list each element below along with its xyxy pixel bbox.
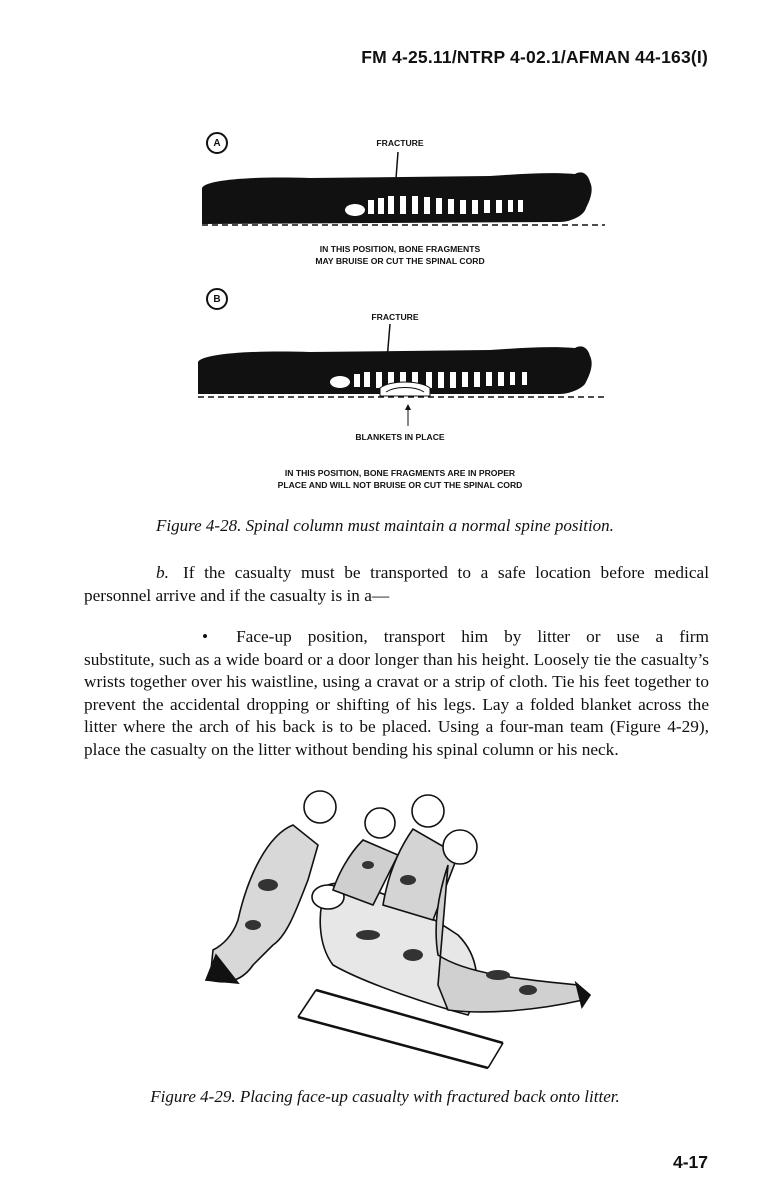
page-header: FM 4-25.11/NTRP 4-02.1/AFMAN 44-163(I) [361, 47, 708, 67]
figure-caption-4-29: Figure 4-29. Placing face-up casualty with fractured back onto litter. [150, 1087, 620, 1106]
note-b-line2: PLACE AND WILL NOT BRUISE OR CUT THE SPINAL CORD [277, 480, 523, 490]
paragraph-marker: b. [156, 563, 169, 582]
fracture-label-b: FRACTURE [371, 312, 419, 322]
spine-illustration-b [190, 322, 610, 432]
paragraph-b-text: If the casualty must be transported to a safe location before medical personnel arrive and if the casualty is in a— [84, 563, 709, 605]
page-number: 4-17 [672, 1152, 708, 1172]
fracture-label-a: FRACTURE [376, 138, 424, 148]
figure-label-b: B [206, 288, 228, 310]
spine-illustration-a [190, 150, 610, 232]
blankets-label: BLANKETS IN PLACE [355, 432, 445, 442]
bullet-lead-text: Face-up position, transport him by litter or use a firm [236, 627, 709, 646]
bullet-paragraph [84, 626, 709, 761]
note-a-line2: MAY BRUISE OR CUT THE SPINAL CORD [315, 256, 485, 266]
four-man-litter-team-illustration [198, 785, 594, 1070]
figure-caption-4-28: Figure 4-28. Spinal column must maintain a normal spine position. [156, 516, 614, 535]
note-b-line1: IN THIS POSITION, BONE FRAGMENTS ARE IN PROPER [284, 468, 516, 478]
bullet-symbol: • [202, 627, 209, 646]
figure-label-a: A [206, 132, 228, 154]
bullet-body-text: substitute, such as a wide board or a door longer than his height. Loosely tie the casualty’s wrists together over his waistline, using a cravat or a strip of cloth. Tie his feet together to prevent the accidental dropping or shifting of his legs. Lay a folded blanket across the litter where the arch of his back is to be placed. Using a four-man team (Figure 4-29), place the casualty on the litter without bending his spinal column or his neck. [84, 649, 709, 759]
paragraph-b [84, 562, 709, 607]
note-a-line1: IN THIS POSITION, BONE FRAGMENTS [319, 244, 481, 254]
